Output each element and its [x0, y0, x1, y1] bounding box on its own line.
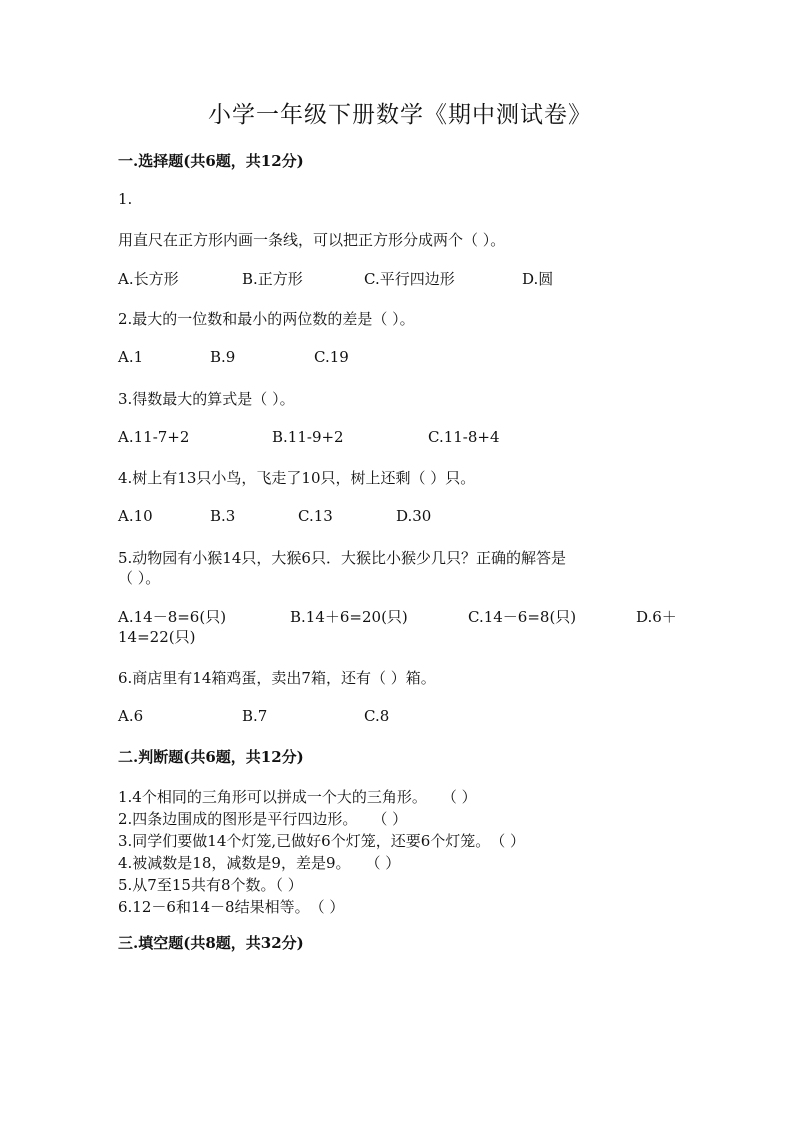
section-heading-choice: 一.选择题(共6题，共12分) [118, 152, 304, 170]
page-title: 小学一年级下册数学《期中测试卷》 [208, 102, 592, 128]
judgement-item: 6.12－6和14－8结果相等。 （ ） [118, 898, 345, 916]
judgement-item: 1.4个相同的三角形可以拼成一个大的三角形。 （ ） [118, 788, 477, 806]
q1-option-b: B.正方形 [242, 270, 303, 288]
q5-text-line1: 5.动物园有小猴14只，大猴6只．大猴比小猴少几只？正确的解答是 [118, 549, 566, 567]
judgement-item: 5.从7至15共有8个数。（ ） [118, 876, 303, 894]
q5-option-b: B.14＋6=20(只) [290, 608, 408, 626]
q2-option-c: C.19 [314, 348, 349, 366]
judgement-list [118, 786, 525, 918]
q1-option-c: C.平行四边形 [364, 270, 455, 288]
section-heading-fill-blank: 三.填空题(共8题，共32分) [118, 934, 304, 952]
q5-option-d: D.6＋ [636, 608, 677, 626]
q1-number: 1. [118, 190, 133, 208]
judgement-item: 2.四条边围成的图形是平行四边形。 （ ） [118, 810, 408, 828]
q1-option-d: D.圆 [522, 270, 554, 288]
judgement-item: 4.被减数是18，减数是9，差是9。 （ ） [118, 854, 401, 872]
q3-option-a: A.11-7+2 [118, 428, 190, 446]
q5-text-line2: （ ）。 [118, 569, 161, 587]
q4-option-b: B.3 [210, 507, 236, 525]
q6-option-c: C.8 [364, 707, 390, 725]
section-heading-judgement: 二.判断题(共6题，共12分) [118, 748, 304, 766]
q3-text: 3.得数最大的算式是（ ）。 [118, 390, 295, 408]
q4-option-c: C.13 [298, 507, 333, 525]
q6-option-b: B.7 [242, 707, 268, 725]
q1-text: 用直尺在正方形内画一条线，可以把正方形分成两个（ ）。 [118, 231, 506, 249]
q6-option-a: A.6 [118, 707, 144, 725]
q1-option-a: A.长方形 [118, 270, 179, 288]
q5-option-d-continued: 14=22(只) [118, 628, 196, 646]
q2-option-b: B.9 [210, 348, 236, 366]
judgement-item: 3.同学们要做14个灯笼,已做好6个灯笼，还要6个灯笼。 （ ） [118, 832, 526, 850]
q4-text: 4.树上有13只小鸟，飞走了10只，树上还剩（ ）只。 [118, 469, 476, 487]
q6-text: 6.商店里有14箱鸡蛋，卖出7箱，还有（ ）箱。 [118, 669, 436, 687]
q4-option-d: D.30 [396, 507, 432, 525]
q2-text: 2.最大的一位数和最小的两位数的差是（ ）。 [118, 310, 415, 328]
q5-option-c: C.14－6=8(只) [468, 608, 577, 626]
q4-option-a: A.10 [118, 507, 153, 525]
q2-option-a: A.1 [118, 348, 144, 366]
q3-option-c: C.11-8+4 [428, 428, 500, 446]
q5-option-a: A.14－8=6(只) [118, 608, 227, 626]
q3-option-b: B.11-9+2 [272, 428, 344, 446]
